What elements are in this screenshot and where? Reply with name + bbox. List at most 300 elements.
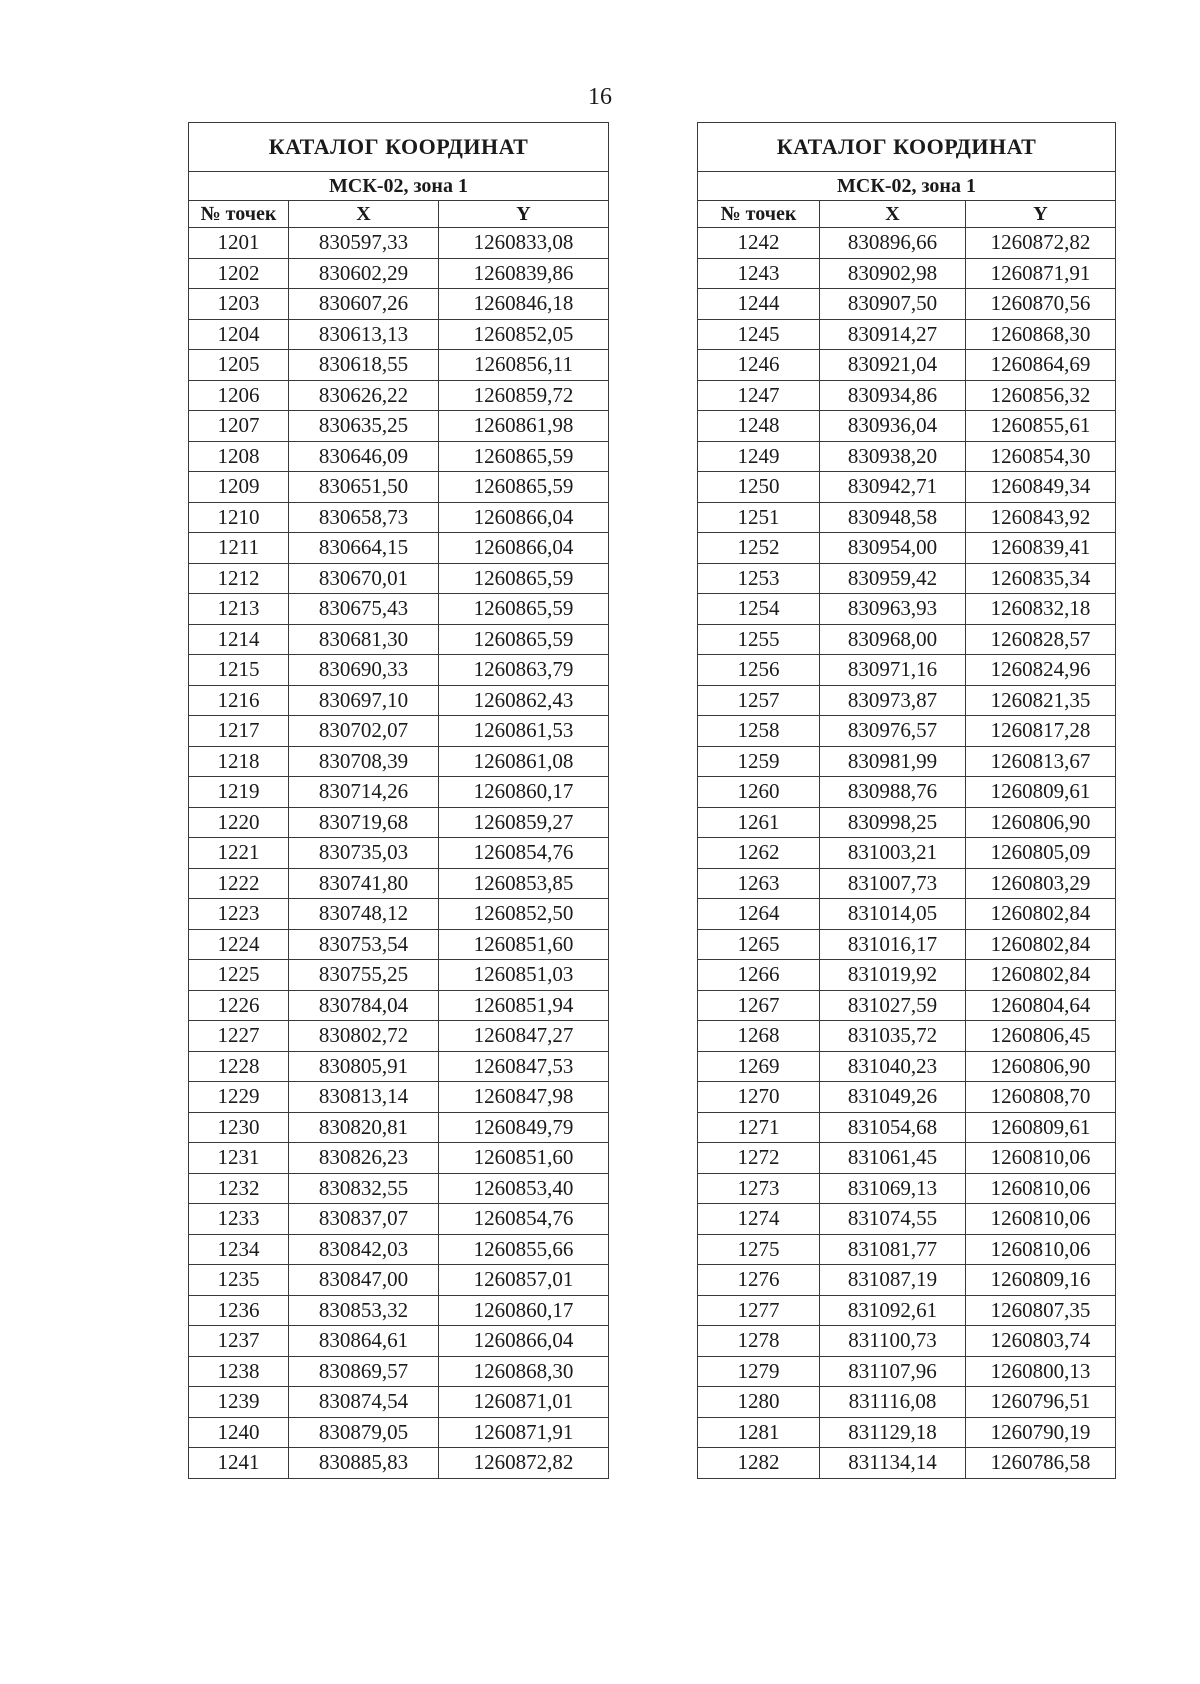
x-coordinate-cell: 831007,73 <box>820 868 966 899</box>
point-number-cell: 1231 <box>189 1143 289 1174</box>
point-number-cell: 1248 <box>698 411 820 442</box>
x-coordinate-cell: 830914,27 <box>820 319 966 350</box>
column-header-y: Y <box>966 201 1116 228</box>
point-number-cell: 1227 <box>189 1021 289 1052</box>
point-number-cell: 1233 <box>189 1204 289 1235</box>
x-coordinate-cell: 830813,14 <box>289 1082 439 1113</box>
table-row <box>189 777 609 808</box>
table-row <box>698 289 1116 320</box>
table-row <box>698 563 1116 594</box>
point-number-cell: 1202 <box>189 258 289 289</box>
point-number-cell: 1277 <box>698 1295 820 1326</box>
point-number-cell: 1204 <box>189 319 289 350</box>
point-number-cell: 1279 <box>698 1356 820 1387</box>
y-coordinate-cell: 1260839,86 <box>439 258 609 289</box>
y-coordinate-cell: 1260866,04 <box>439 502 609 533</box>
table-row <box>698 533 1116 564</box>
table-body <box>698 228 1116 1479</box>
point-number-cell: 1205 <box>189 350 289 381</box>
point-number-cell: 1229 <box>189 1082 289 1113</box>
table-row <box>698 1143 1116 1174</box>
y-coordinate-cell: 1260872,82 <box>966 228 1116 259</box>
x-coordinate-cell: 831134,14 <box>820 1448 966 1479</box>
point-number-cell: 1209 <box>189 472 289 503</box>
point-number-cell: 1206 <box>189 380 289 411</box>
x-coordinate-cell: 830646,09 <box>289 441 439 472</box>
y-coordinate-cell: 1260851,03 <box>439 960 609 991</box>
x-coordinate-cell: 831087,19 <box>820 1265 966 1296</box>
x-coordinate-cell: 830973,87 <box>820 685 966 716</box>
table-row <box>698 380 1116 411</box>
table-row <box>698 746 1116 777</box>
x-coordinate-cell: 831100,73 <box>820 1326 966 1357</box>
table-row <box>698 1021 1116 1052</box>
y-coordinate-cell: 1260802,84 <box>966 899 1116 930</box>
x-coordinate-cell: 830675,43 <box>289 594 439 625</box>
table-row <box>698 685 1116 716</box>
y-coordinate-cell: 1260810,06 <box>966 1234 1116 1265</box>
y-coordinate-cell: 1260860,17 <box>439 1295 609 1326</box>
point-number-cell: 1221 <box>189 838 289 869</box>
x-coordinate-cell: 830976,57 <box>820 716 966 747</box>
point-number-cell: 1275 <box>698 1234 820 1265</box>
table-row <box>189 1051 609 1082</box>
y-coordinate-cell: 1260807,35 <box>966 1295 1116 1326</box>
table-row <box>189 960 609 991</box>
x-coordinate-cell: 830934,86 <box>820 380 966 411</box>
point-number-cell: 1253 <box>698 563 820 594</box>
point-number-cell: 1203 <box>189 289 289 320</box>
x-coordinate-cell: 830921,04 <box>820 350 966 381</box>
y-coordinate-cell: 1260865,59 <box>439 472 609 503</box>
table-row <box>189 1356 609 1387</box>
x-coordinate-cell: 830708,39 <box>289 746 439 777</box>
x-coordinate-cell: 831069,13 <box>820 1173 966 1204</box>
y-coordinate-cell: 1260800,13 <box>966 1356 1116 1387</box>
point-number-cell: 1222 <box>189 868 289 899</box>
y-coordinate-cell: 1260804,64 <box>966 990 1116 1021</box>
table-row <box>698 716 1116 747</box>
point-number-cell: 1256 <box>698 655 820 686</box>
y-coordinate-cell: 1260851,94 <box>439 990 609 1021</box>
y-coordinate-cell: 1260796,51 <box>966 1387 1116 1418</box>
column-header-x: X <box>820 201 966 228</box>
y-coordinate-cell: 1260861,08 <box>439 746 609 777</box>
point-number-cell: 1251 <box>698 502 820 533</box>
x-coordinate-cell: 830702,07 <box>289 716 439 747</box>
x-coordinate-cell: 830907,50 <box>820 289 966 320</box>
y-coordinate-cell: 1260802,84 <box>966 929 1116 960</box>
x-coordinate-cell: 831081,77 <box>820 1234 966 1265</box>
table-row <box>698 1448 1116 1479</box>
y-coordinate-cell: 1260865,59 <box>439 441 609 472</box>
y-coordinate-cell: 1260835,34 <box>966 563 1116 594</box>
x-coordinate-cell: 831040,23 <box>820 1051 966 1082</box>
y-coordinate-cell: 1260852,50 <box>439 899 609 930</box>
x-coordinate-cell: 830959,42 <box>820 563 966 594</box>
x-coordinate-cell: 830832,55 <box>289 1173 439 1204</box>
point-number-cell: 1270 <box>698 1082 820 1113</box>
table-row <box>189 746 609 777</box>
y-coordinate-cell: 1260866,04 <box>439 533 609 564</box>
x-coordinate-cell: 830988,76 <box>820 777 966 808</box>
point-number-cell: 1201 <box>189 228 289 259</box>
y-coordinate-cell: 1260864,69 <box>966 350 1116 381</box>
y-coordinate-cell: 1260828,57 <box>966 624 1116 655</box>
y-coordinate-cell: 1260870,56 <box>966 289 1116 320</box>
y-coordinate-cell: 1260833,08 <box>439 228 609 259</box>
point-number-cell: 1213 <box>189 594 289 625</box>
table-row <box>698 1173 1116 1204</box>
x-coordinate-cell: 831003,21 <box>820 838 966 869</box>
table-row <box>698 441 1116 472</box>
table-row <box>189 1173 609 1204</box>
point-number-cell: 1212 <box>189 563 289 594</box>
table-row <box>189 655 609 686</box>
y-coordinate-cell: 1260871,91 <box>966 258 1116 289</box>
x-coordinate-cell: 830658,73 <box>289 502 439 533</box>
table-row <box>698 228 1116 259</box>
point-number-cell: 1269 <box>698 1051 820 1082</box>
x-coordinate-cell: 830670,01 <box>289 563 439 594</box>
point-number-cell: 1226 <box>189 990 289 1021</box>
x-coordinate-cell: 830802,72 <box>289 1021 439 1052</box>
point-number-cell: 1218 <box>189 746 289 777</box>
point-number-cell: 1230 <box>189 1112 289 1143</box>
point-number-cell: 1274 <box>698 1204 820 1235</box>
point-number-cell: 1250 <box>698 472 820 503</box>
table-row <box>189 838 609 869</box>
y-coordinate-cell: 1260856,32 <box>966 380 1116 411</box>
x-coordinate-cell: 831074,55 <box>820 1204 966 1235</box>
table-row <box>698 960 1116 991</box>
x-coordinate-cell: 830697,10 <box>289 685 439 716</box>
point-number-cell: 1276 <box>698 1265 820 1296</box>
x-coordinate-cell: 831129,18 <box>820 1417 966 1448</box>
table-row <box>189 502 609 533</box>
x-coordinate-cell: 831016,17 <box>820 929 966 960</box>
point-number-cell: 1281 <box>698 1417 820 1448</box>
y-coordinate-cell: 1260852,05 <box>439 319 609 350</box>
y-coordinate-cell: 1260854,76 <box>439 838 609 869</box>
x-coordinate-cell: 830869,57 <box>289 1356 439 1387</box>
point-number-cell: 1207 <box>189 411 289 442</box>
x-coordinate-cell: 830651,50 <box>289 472 439 503</box>
table-row <box>698 1356 1116 1387</box>
table-row <box>189 990 609 1021</box>
point-number-cell: 1246 <box>698 350 820 381</box>
y-coordinate-cell: 1260872,82 <box>439 1448 609 1479</box>
page-number: 16 <box>588 84 612 110</box>
point-number-cell: 1278 <box>698 1326 820 1357</box>
table-row <box>698 899 1116 930</box>
y-coordinate-cell: 1260843,92 <box>966 502 1116 533</box>
table-row <box>189 380 609 411</box>
point-number-cell: 1249 <box>698 441 820 472</box>
y-coordinate-cell: 1260853,40 <box>439 1173 609 1204</box>
y-coordinate-cell: 1260802,84 <box>966 960 1116 991</box>
x-coordinate-cell: 830948,58 <box>820 502 966 533</box>
y-coordinate-cell: 1260861,53 <box>439 716 609 747</box>
table-row <box>698 594 1116 625</box>
point-number-cell: 1259 <box>698 746 820 777</box>
point-number-cell: 1266 <box>698 960 820 991</box>
x-coordinate-cell: 830896,66 <box>820 228 966 259</box>
y-coordinate-cell: 1260854,30 <box>966 441 1116 472</box>
x-coordinate-cell: 830613,13 <box>289 319 439 350</box>
y-coordinate-cell: 1260868,30 <box>439 1356 609 1387</box>
x-coordinate-cell: 830664,15 <box>289 533 439 564</box>
y-coordinate-cell: 1260808,70 <box>966 1082 1116 1113</box>
column-header-point: № точек <box>189 201 289 228</box>
y-coordinate-cell: 1260803,74 <box>966 1326 1116 1357</box>
point-number-cell: 1254 <box>698 594 820 625</box>
x-coordinate-cell: 830954,00 <box>820 533 966 564</box>
point-number-cell: 1282 <box>698 1448 820 1479</box>
point-number-cell: 1252 <box>698 533 820 564</box>
column-header-y: Y <box>439 201 609 228</box>
x-coordinate-cell: 830942,71 <box>820 472 966 503</box>
point-number-cell: 1232 <box>189 1173 289 1204</box>
y-coordinate-cell: 1260810,06 <box>966 1173 1116 1204</box>
point-number-cell: 1208 <box>189 441 289 472</box>
point-number-cell: 1258 <box>698 716 820 747</box>
point-number-cell: 1271 <box>698 1112 820 1143</box>
y-coordinate-cell: 1260859,27 <box>439 807 609 838</box>
y-coordinate-cell: 1260809,61 <box>966 1112 1116 1143</box>
table-row <box>698 411 1116 442</box>
x-coordinate-cell: 830938,20 <box>820 441 966 472</box>
table-row <box>698 319 1116 350</box>
table-row <box>189 929 609 960</box>
table-row <box>189 563 609 594</box>
catalog-title: КАТАЛОГ КООРДИНАТ <box>698 123 1116 172</box>
point-number-cell: 1224 <box>189 929 289 960</box>
y-coordinate-cell: 1260853,85 <box>439 868 609 899</box>
x-coordinate-cell: 830820,81 <box>289 1112 439 1143</box>
y-coordinate-cell: 1260813,67 <box>966 746 1116 777</box>
point-number-cell: 1225 <box>189 960 289 991</box>
y-coordinate-cell: 1260849,79 <box>439 1112 609 1143</box>
table-row <box>189 1387 609 1418</box>
table-row <box>189 1448 609 1479</box>
table-row <box>189 1082 609 1113</box>
table-row <box>698 624 1116 655</box>
x-coordinate-cell: 831092,61 <box>820 1295 966 1326</box>
x-coordinate-cell: 830874,54 <box>289 1387 439 1418</box>
x-coordinate-cell: 830998,25 <box>820 807 966 838</box>
point-number-cell: 1239 <box>189 1387 289 1418</box>
y-coordinate-cell: 1260855,61 <box>966 411 1116 442</box>
x-coordinate-cell: 830626,22 <box>289 380 439 411</box>
table-row <box>698 502 1116 533</box>
table-row <box>698 838 1116 869</box>
y-coordinate-cell: 1260839,41 <box>966 533 1116 564</box>
point-number-cell: 1268 <box>698 1021 820 1052</box>
x-coordinate-cell: 830635,25 <box>289 411 439 442</box>
y-coordinate-cell: 1260847,53 <box>439 1051 609 1082</box>
column-header-x: X <box>289 201 439 228</box>
x-coordinate-cell: 830847,00 <box>289 1265 439 1296</box>
x-coordinate-cell: 830968,00 <box>820 624 966 655</box>
y-coordinate-cell: 1260863,79 <box>439 655 609 686</box>
table-row <box>189 533 609 564</box>
point-number-cell: 1228 <box>189 1051 289 1082</box>
point-number-cell: 1223 <box>189 899 289 930</box>
point-number-cell: 1267 <box>698 990 820 1021</box>
table-body <box>189 228 609 1479</box>
x-coordinate-cell: 831035,72 <box>820 1021 966 1052</box>
point-number-cell: 1217 <box>189 716 289 747</box>
point-number-cell: 1245 <box>698 319 820 350</box>
y-coordinate-cell: 1260868,30 <box>966 319 1116 350</box>
point-number-cell: 1272 <box>698 1143 820 1174</box>
table-row <box>189 289 609 320</box>
y-coordinate-cell: 1260851,60 <box>439 1143 609 1174</box>
x-coordinate-cell: 830842,03 <box>289 1234 439 1265</box>
table-row <box>189 868 609 899</box>
x-coordinate-cell: 830748,12 <box>289 899 439 930</box>
y-coordinate-cell: 1260847,98 <box>439 1082 609 1113</box>
table-row <box>189 319 609 350</box>
point-number-cell: 1255 <box>698 624 820 655</box>
x-coordinate-cell: 830755,25 <box>289 960 439 991</box>
table-row <box>698 1265 1116 1296</box>
y-coordinate-cell: 1260806,45 <box>966 1021 1116 1052</box>
point-number-cell: 1219 <box>189 777 289 808</box>
point-number-cell: 1235 <box>189 1265 289 1296</box>
table-row <box>189 594 609 625</box>
y-coordinate-cell: 1260824,96 <box>966 655 1116 686</box>
point-number-cell: 1211 <box>189 533 289 564</box>
y-coordinate-cell: 1260786,58 <box>966 1448 1116 1479</box>
y-coordinate-cell: 1260810,06 <box>966 1204 1116 1235</box>
y-coordinate-cell: 1260806,90 <box>966 807 1116 838</box>
coordinate-catalog-table <box>188 122 609 1479</box>
table-row <box>189 899 609 930</box>
point-number-cell: 1262 <box>698 838 820 869</box>
table-row <box>698 655 1116 686</box>
coordinate-catalog-table <box>697 122 1116 1479</box>
x-coordinate-cell: 831049,26 <box>820 1082 966 1113</box>
x-coordinate-cell: 830805,91 <box>289 1051 439 1082</box>
table-row <box>189 472 609 503</box>
coordinate-system-label: МСК-02, зона 1 <box>698 172 1116 201</box>
x-coordinate-cell: 830753,54 <box>289 929 439 960</box>
y-coordinate-cell: 1260846,18 <box>439 289 609 320</box>
x-coordinate-cell: 830826,23 <box>289 1143 439 1174</box>
y-coordinate-cell: 1260821,35 <box>966 685 1116 716</box>
y-coordinate-cell: 1260860,17 <box>439 777 609 808</box>
table-row <box>698 1082 1116 1113</box>
table-row <box>189 258 609 289</box>
point-number-cell: 1216 <box>189 685 289 716</box>
table-row <box>189 1295 609 1326</box>
point-number-cell: 1238 <box>189 1356 289 1387</box>
table-row <box>698 1051 1116 1082</box>
y-coordinate-cell: 1260832,18 <box>966 594 1116 625</box>
table-row <box>189 411 609 442</box>
y-coordinate-cell: 1260806,90 <box>966 1051 1116 1082</box>
y-coordinate-cell: 1260803,29 <box>966 868 1116 899</box>
table-row <box>189 1417 609 1448</box>
point-number-cell: 1237 <box>189 1326 289 1357</box>
x-coordinate-cell: 830607,26 <box>289 289 439 320</box>
point-number-cell: 1220 <box>189 807 289 838</box>
table-row <box>189 716 609 747</box>
x-coordinate-cell: 830879,05 <box>289 1417 439 1448</box>
point-number-cell: 1261 <box>698 807 820 838</box>
table-row <box>698 1234 1116 1265</box>
x-coordinate-cell: 830936,04 <box>820 411 966 442</box>
x-coordinate-cell: 830719,68 <box>289 807 439 838</box>
table-row <box>698 990 1116 1021</box>
x-coordinate-cell: 831014,05 <box>820 899 966 930</box>
y-coordinate-cell: 1260871,01 <box>439 1387 609 1418</box>
x-coordinate-cell: 831027,59 <box>820 990 966 1021</box>
y-coordinate-cell: 1260857,01 <box>439 1265 609 1296</box>
x-coordinate-cell: 830971,16 <box>820 655 966 686</box>
table-row <box>698 868 1116 899</box>
x-coordinate-cell: 830864,61 <box>289 1326 439 1357</box>
x-coordinate-cell: 830597,33 <box>289 228 439 259</box>
y-coordinate-cell: 1260851,60 <box>439 929 609 960</box>
y-coordinate-cell: 1260866,04 <box>439 1326 609 1357</box>
table-row <box>189 1204 609 1235</box>
x-coordinate-cell: 830714,26 <box>289 777 439 808</box>
y-coordinate-cell: 1260847,27 <box>439 1021 609 1052</box>
x-coordinate-cell: 831019,92 <box>820 960 966 991</box>
table-row <box>698 1112 1116 1143</box>
y-coordinate-cell: 1260865,59 <box>439 624 609 655</box>
x-coordinate-cell: 831054,68 <box>820 1112 966 1143</box>
x-coordinate-cell: 830902,98 <box>820 258 966 289</box>
table-row <box>189 1265 609 1296</box>
x-coordinate-cell: 830885,83 <box>289 1448 439 1479</box>
point-number-cell: 1264 <box>698 899 820 930</box>
table-row <box>698 777 1116 808</box>
table-row <box>189 807 609 838</box>
table-row <box>698 1387 1116 1418</box>
point-number-cell: 1257 <box>698 685 820 716</box>
y-coordinate-cell: 1260859,72 <box>439 380 609 411</box>
column-header-point: № точек <box>698 201 820 228</box>
x-coordinate-cell: 831107,96 <box>820 1356 966 1387</box>
x-coordinate-cell: 830837,07 <box>289 1204 439 1235</box>
x-coordinate-cell: 831061,45 <box>820 1143 966 1174</box>
point-number-cell: 1234 <box>189 1234 289 1265</box>
y-coordinate-cell: 1260854,76 <box>439 1204 609 1235</box>
point-number-cell: 1240 <box>189 1417 289 1448</box>
point-number-cell: 1215 <box>189 655 289 686</box>
table-row <box>698 1204 1116 1235</box>
y-coordinate-cell: 1260849,34 <box>966 472 1116 503</box>
x-coordinate-cell: 830618,55 <box>289 350 439 381</box>
table-row <box>189 1234 609 1265</box>
x-coordinate-cell: 830741,80 <box>289 868 439 899</box>
y-coordinate-cell: 1260871,91 <box>439 1417 609 1448</box>
y-coordinate-cell: 1260865,59 <box>439 594 609 625</box>
x-coordinate-cell: 830963,93 <box>820 594 966 625</box>
x-coordinate-cell: 830784,04 <box>289 990 439 1021</box>
table-row <box>189 685 609 716</box>
table-row <box>189 228 609 259</box>
point-number-cell: 1243 <box>698 258 820 289</box>
y-coordinate-cell: 1260862,43 <box>439 685 609 716</box>
table-row <box>189 441 609 472</box>
x-coordinate-cell: 830981,99 <box>820 746 966 777</box>
x-coordinate-cell: 831116,08 <box>820 1387 966 1418</box>
